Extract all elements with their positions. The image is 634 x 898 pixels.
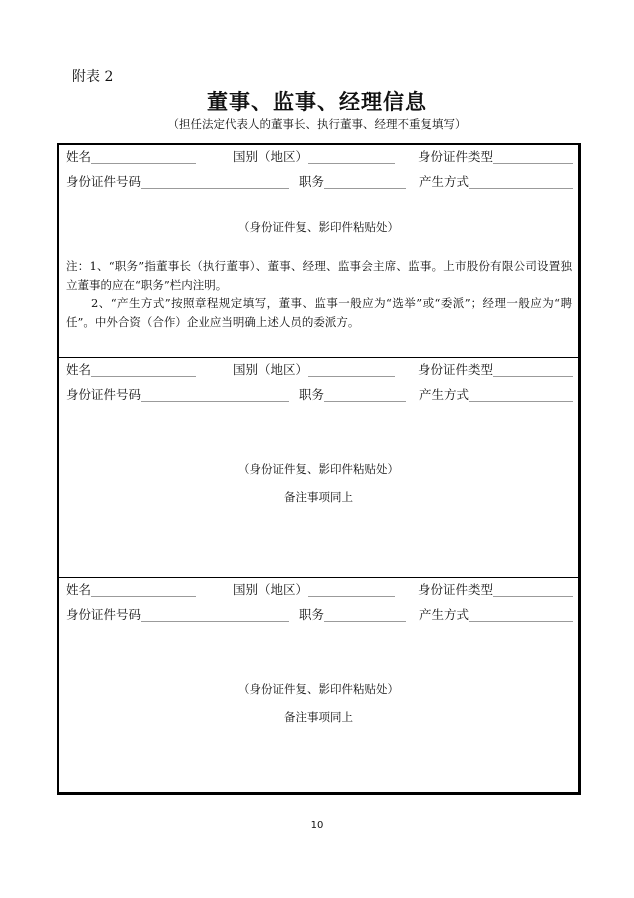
position-blank [324,388,406,402]
nationality-label: 国别（地区） [233,149,309,164]
selection-method-label: 产生方式 [419,607,470,622]
selection-method-blank [469,388,573,402]
nationality-blank [308,150,395,164]
officer-section-3 [59,578,578,792]
remark-same-as-above: 备注事项同上 [284,490,353,504]
form-notes [66,257,572,331]
name-label: 姓名 [66,362,92,377]
field-row [66,607,573,622]
officer-section-2 [59,358,578,578]
page-number: 10 [310,820,324,831]
nationality-blank [308,363,395,377]
name-blank [91,363,196,377]
id-copy-paste-area-label: （身份证件复、影印件粘贴处） [238,220,399,234]
position-label: 职务 [299,174,325,189]
selection-method-blank [469,175,573,189]
id-type-label: 身份证件类型 [418,362,494,377]
officers-form-table [57,143,581,795]
id-type-label: 身份证件类型 [418,149,494,164]
id-number-label: 身份证件号码 [66,607,142,622]
name-label: 姓名 [66,149,92,164]
id-type-blank [493,363,573,377]
field-row [66,362,573,377]
name-blank [91,150,196,164]
note-item-1: 注：1、“职务”指董事长（执行董事）、董事、经理、监事会主席、监事。上市股份有限公司设置独立董事的应在“职务”栏内注明。 [66,259,572,292]
page-title: 董事、监事、经理信息 [207,90,427,114]
nationality-blank [308,583,395,597]
id-number-blank [141,388,289,402]
name-blank [91,583,196,597]
id-type-blank [493,583,573,597]
nationality-label: 国别（地区） [233,582,309,597]
id-copy-paste-area-label: （身份证件复、影印件粘贴处） [238,462,399,476]
selection-method-label: 产生方式 [419,174,470,189]
remark-same-as-above: 备注事项同上 [284,710,353,724]
id-type-label: 身份证件类型 [418,582,494,597]
position-label: 职务 [299,607,325,622]
position-blank [324,608,406,622]
page-subtitle: （担任法定代表人的董事长、执行董事、经理不重复填写） [167,117,467,131]
id-number-blank [141,608,289,622]
position-label: 职务 [299,387,325,402]
field-row [66,387,573,402]
name-label: 姓名 [66,582,92,597]
id-number-blank [141,175,289,189]
id-number-label: 身份证件号码 [66,174,142,189]
nationality-label: 国别（地区） [233,362,309,377]
appendix-label: 附表 2 [72,69,114,85]
field-row [66,149,573,164]
field-row [66,582,573,597]
selection-method-label: 产生方式 [419,387,470,402]
id-type-blank [493,150,573,164]
id-copy-paste-area-label: （身份证件复、影印件粘贴处） [238,682,399,696]
officer-section-1 [59,145,578,358]
note-item-2: 2、“产生方式”按照章程规定填写，董事、监事一般应为“选举”或“委派”；经理一般应为“聘任”。中外合资（合作）企业应当明确上述人员的委派方。 [66,296,572,329]
position-blank [324,175,406,189]
field-row [66,174,573,189]
selection-method-blank [469,608,573,622]
id-number-label: 身份证件号码 [66,387,142,402]
